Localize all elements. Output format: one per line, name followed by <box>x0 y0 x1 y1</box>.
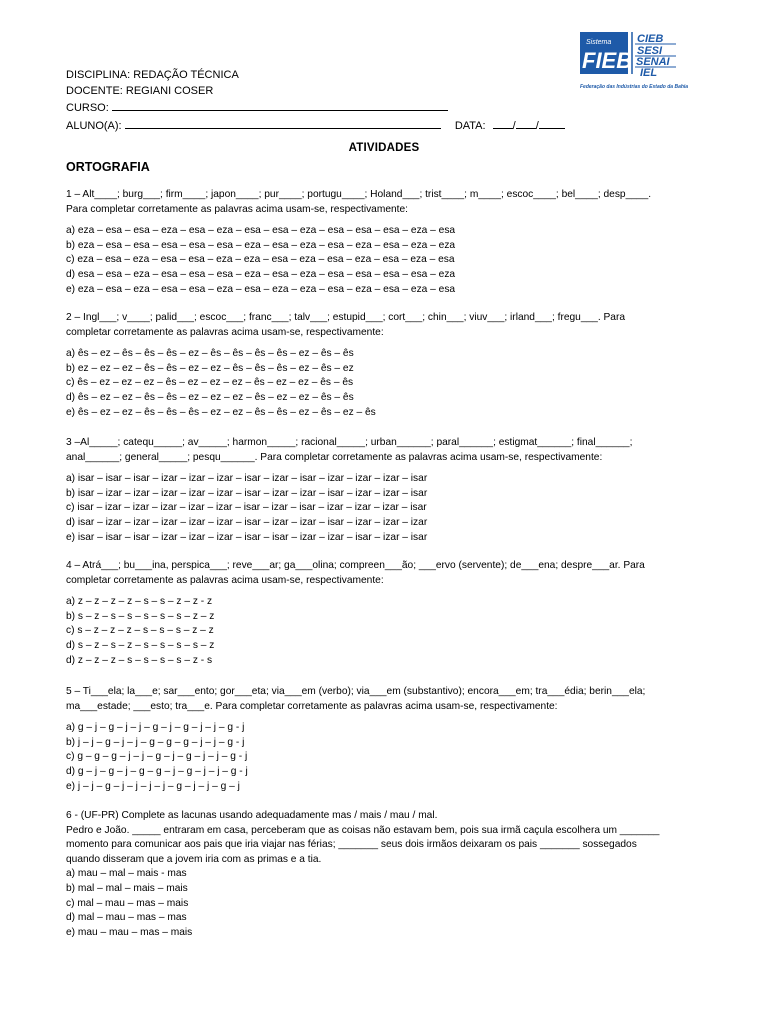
option-c: c) g – g – g – j – j – g – j – g – j – j – g - j <box>66 751 248 763</box>
data-month-blank[interactable] <box>516 117 536 129</box>
question-stem: completar corretamente as palavras acima usam-se, respectivamente: <box>66 326 384 338</box>
fieb-logo <box>580 32 708 100</box>
option-b: b) j – j – g – j – j – g – g – g – j – j – g - j <box>66 736 245 748</box>
data-sep-2: / <box>535 119 539 132</box>
data-day-blank[interactable] <box>493 117 513 129</box>
option-d: d) esa – esa – eza – esa – esa – esa – eza – esa – eza – esa – esa – esa – esa – eza <box>66 268 456 280</box>
aluno-label: ALUNO(A): <box>66 119 122 132</box>
option-a: a) eza – esa – esa – eza – esa – eza – esa – esa – eza – esa – esa – esa – eza – esa <box>66 225 456 237</box>
disciplina-line: DISCIPLINA: REDAÇÃO TÉCNICA <box>66 69 239 81</box>
aluno-blank[interactable] <box>125 117 441 129</box>
docente-line: DOCENTE: REGIANI COSER <box>66 85 214 98</box>
option-d: d) ês – ez – ez – ês – ês – ez – ez – ez – ês – ez – ez – ês – ês <box>66 391 354 403</box>
option-d: d) isar – izar – izar – izar – izar – izar – isar – izar – izar – isar – izar – izar – izar <box>66 516 428 528</box>
option-e: e) isar – isar – isar – izar – izar – izar – isar – isar – izar – izar – isar – izar – isar <box>66 531 428 543</box>
logo-cieb-text: CIEB <box>637 33 664 45</box>
data-label: DATA: <box>454 119 486 132</box>
option-d: d) g – j – g – j – g – g – j – g – j – j – g - j <box>66 765 248 777</box>
option-c: c) isar – izar – izar – izar – izar – izar – isar – izar – isar – izar – izar – izar – isar <box>66 502 427 514</box>
data-sep-1: / <box>512 119 516 132</box>
option-a: a) z – z – z – z – s – s – z – z - z <box>66 596 213 608</box>
option-d: d) mal – mau – mas – mas <box>66 912 187 924</box>
question-1 <box>66 188 716 297</box>
question-stem: 2 – Ingl___; v____; palid___; escoc___; franc___; talv___; estupid___; cort___; chin___; viuv___; irland___; fregu___. Para <box>66 312 626 323</box>
option-b: b) s – z – s – s – s – s – s – z – z <box>66 610 215 622</box>
logo-tagline-text: Federação das Indústrias do Estado da Bahia <box>580 84 689 90</box>
option-e: d) z – z – z – s – s – s – s – z - s <box>66 654 213 666</box>
curso-blank[interactable] <box>112 99 448 111</box>
aluno-line <box>66 117 565 134</box>
question-stem: 6 - (UF-PR) Complete as lacunas usando adequadamente mas / mais / mau / mal. <box>66 810 438 821</box>
fieb-logo-graphic <box>580 32 708 100</box>
question-stem: ma___estade; ___esto; tra___e. Para completar corretamente as palavras acima usam-se, respectivamente: <box>66 700 558 712</box>
question-stem: momento para comunicar aos pais que iria viajar nas férias; _______ seus dois irmãos deixaram os pais _______ sossegados <box>66 839 637 851</box>
option-c: c) s – z – z – z – s – s – s – z – z <box>66 625 214 637</box>
curso-label: CURSO: <box>66 102 109 115</box>
curso-line <box>66 99 565 116</box>
logo-sistema-text: Sistema <box>586 39 612 46</box>
option-a: a) g – j – g – j – j – g – j – g – j – j – g - j <box>66 722 245 734</box>
question-4 <box>66 559 716 668</box>
option-c: c) eza – esa – eza – esa – esa – eza – eza – esa – eza – esa – eza – esa – eza – esa <box>66 254 455 266</box>
section-title: ORTOGRAFIA <box>66 160 150 174</box>
option-b: b) mal – mal – mais – mais <box>66 882 188 894</box>
option-d: d) s – z – s – z – s – s – s – s – z <box>66 639 215 651</box>
question-stem: quando disseram que a jovem iria com as primas e a tia. <box>66 853 322 865</box>
option-a: a) mau – mal – mais - mas <box>66 868 187 880</box>
question-stem: Para completar corretamente as palavras acima usam-se, respectivamente: <box>66 203 408 215</box>
question-stem: 3 –Al_____; catequ_____; av_____; harmon_____; racional_____; urban______; paral______; estigmat______; final______; <box>66 437 633 448</box>
question-6 <box>66 809 716 940</box>
option-e: e) eza – esa – eza – esa – esa – eza – esa – eza – eza – esa – eza – esa – eza – esa <box>66 283 456 295</box>
option-b: b) isar – izar – izar – izar – izar – izar – isar – izar – izar – isar – izar – izar – isar <box>66 487 428 499</box>
option-e: e) j – j – g – j – j – j – j – g – j – j – g – j <box>66 780 240 792</box>
option-a: a) isar – isar – isar – izar – izar – izar – isar – izar – isar – izar – izar – izar – isar <box>66 473 428 485</box>
option-e: e) mau – mau – mas – mais <box>66 926 193 938</box>
logo-sesi-text: SESI <box>637 45 663 57</box>
option-c: c) ês – ez – ez – ez – ês – ez – ez – ez – ês – ez – ez – ês – ês <box>66 377 354 389</box>
logo-senai-text: SENAI <box>636 56 670 68</box>
logo-fieb-text: FIEB <box>582 48 633 73</box>
question-stem: completar corretamente as palavras acima usam-se, respectivamente: <box>66 574 384 586</box>
question-stem: Pedro e João. _____ entraram em casa, perceberam que as coisas não estavam bem, pois sua irmã caçula escolhera um _______ <box>66 824 660 836</box>
question-5 <box>66 685 716 794</box>
question-3 <box>66 436 716 545</box>
data-year-blank[interactable] <box>539 117 565 129</box>
option-b: b) ez – ez – ez – ês – ês – ez – ez – ês – ês – ês – ez – ês – ez <box>66 362 354 374</box>
option-c: c) mal – mau – mas – mais <box>66 897 189 909</box>
question-2 <box>66 311 716 420</box>
option-b: b) eza – esa – esa – esa – esa – esa – eza – esa – eza – esa – eza – esa – eza – eza <box>66 239 456 251</box>
question-stem: anal______; general_____; pesqu______. Para completar corretamente as palavras acima usam-se, respectivamente: <box>66 451 603 463</box>
option-e: e) ês – ez – ez – ês – ês – ês – ez – ez – ês – ês – ez – ês – ez – ês <box>66 406 376 418</box>
page-title: ATIVIDADES <box>348 142 420 154</box>
logo-iel-text: IEL <box>640 67 658 79</box>
option-a: a) ês – ez – ês – ês – ês – ez – ês – ês – ês – ês – ez – ês – ês <box>66 348 354 360</box>
question-stem: 5 – Ti___ela; la___e; sar___ento; gor___eta; via___em (verbo); via___em (substantivo); encora___em; tra___édia; berin___ela; <box>66 686 646 697</box>
document-header <box>66 67 565 134</box>
question-stem: 1 – Alt____; burg___; firm____; japon____; pur____; portugu____; Holand___; trist____; m____; escoc____; bel____; desp____. <box>66 189 652 200</box>
question-stem: 4 – Atrá___; bu___ina, perspica___; reve___ar; ga___olina; compreen___ão; ___ervo (servente); de___ena; despre___ar. Para <box>66 560 645 571</box>
